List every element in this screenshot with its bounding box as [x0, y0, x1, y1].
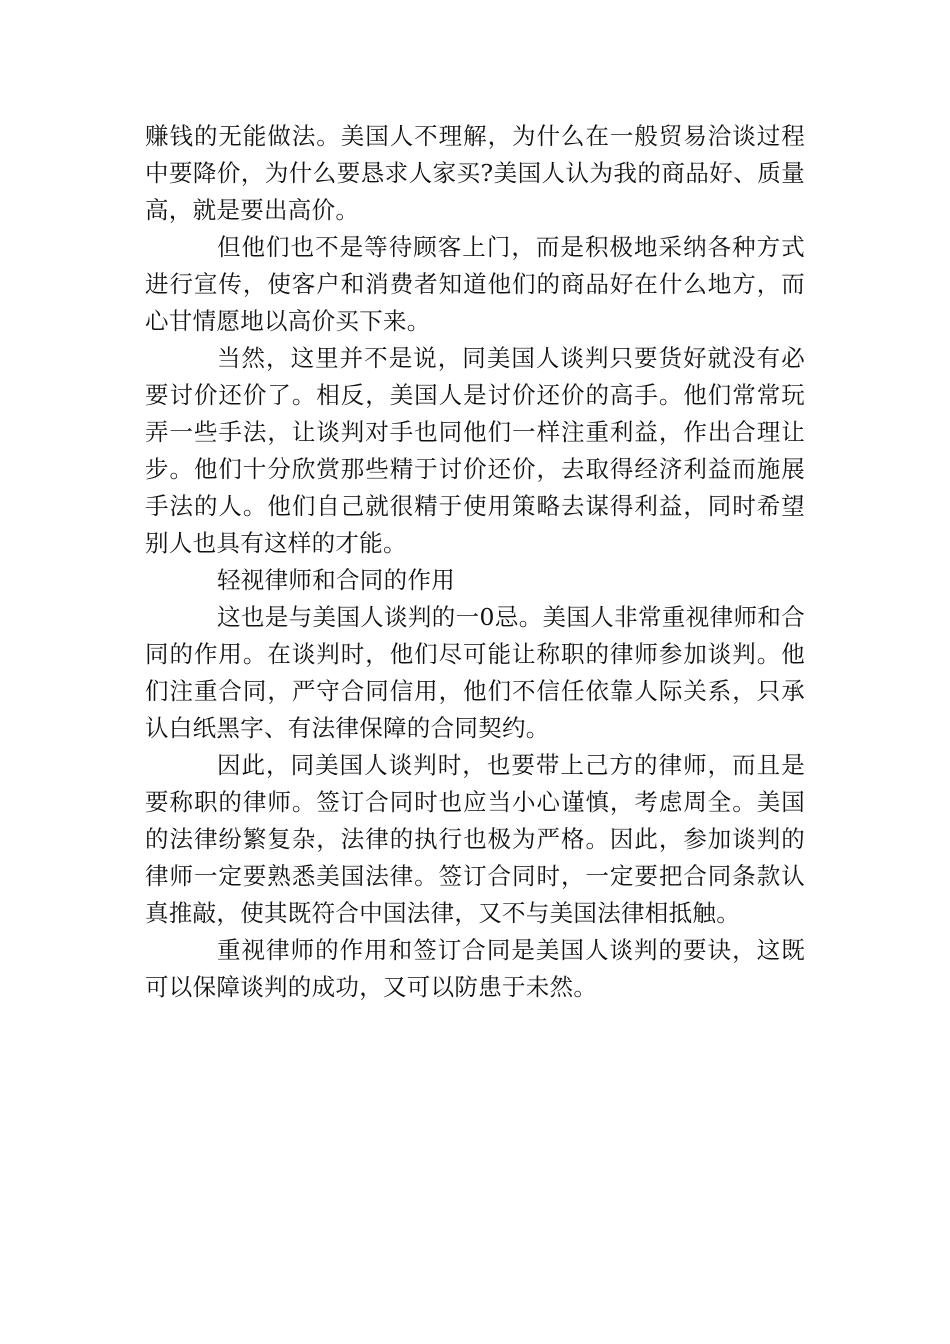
paragraph-2: 但他们也不是等待顾客上门，而是积极地采纳各种方式进行宣传，使客户和消费者知道他们的商品好在什么地方，而心甘情愿地以高价买下来。	[145, 233, 805, 335]
section-heading: 轻视律师和合同的作用	[217, 566, 455, 594]
paragraph-3: 当然，这里并不是说，同美国人谈判只要货好就没有必要讨价还价了。相反，美国人是讨价还价的高手。他们常常玩弄一些手法，让谈判对手也同他们一样注重利益，作出合理让步。他们十分欣赏那些精于讨价还价，去取得经济利益而施展手法的人。他们自己就很精于使用策略去谋得利益，同时希望别人也具有这样的才能。	[145, 344, 805, 557]
paragraph-6: 重视律师的作用和签订合同是美国人谈判的要诀，这既可以保障谈判的成功，又可以防患于未然。	[145, 936, 805, 1001]
paragraph-4: 这也是与美国人谈判的一0忌。美国人非常重视律师和合同的作用。在谈判时，他们尽可能让称职的律师参加谈判。他们注重合同，严守合同信用，他们不信任依靠人际关系，只承认白纸黑字、有法律保障的合同契约。	[145, 603, 805, 742]
paragraph-5: 因此，同美国人谈判时，也要带上己方的律师，而且是要称职的律师。签订合同时也应当小心谨慎，考虑周全。美国的法律纷繁复杂，法律的执行也极为严格。因此，参加谈判的律师一定要熟悉美国法律。签订合同时，一定要把合同条款认真推敲，使其既符合中国法律，又不与美国法律相抵触。	[145, 751, 805, 927]
document-body	[145, 118, 805, 1006]
paragraph-1: 赚钱的无能做法。美国人不理解，为什么在一般贸易洽谈过程中要降价，为什么要恳求人家买?美国人认为我的商品好、质量高，就是要出高价。	[145, 122, 805, 224]
